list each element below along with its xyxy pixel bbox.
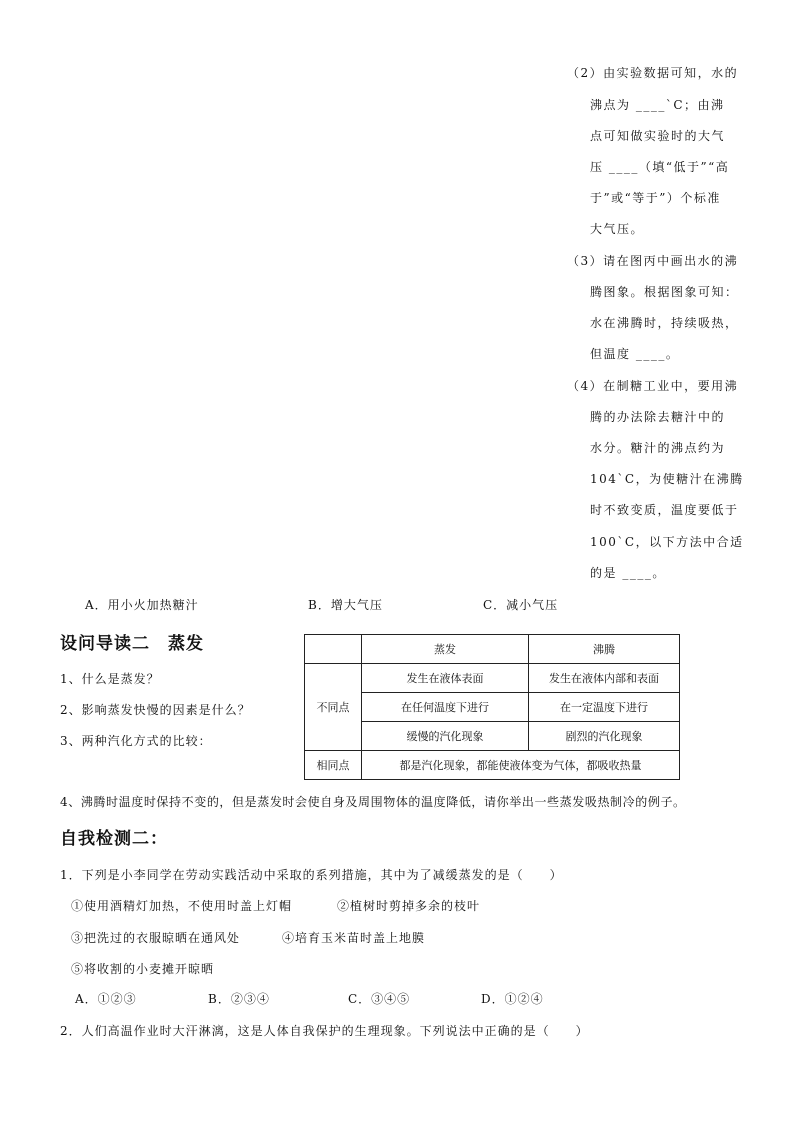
option-a: A．用小火加热糖汁 [85, 598, 199, 612]
q2-line: （2）由实验数据可知，水的 [567, 66, 739, 80]
table-row [305, 722, 680, 751]
table-cell: 剧烈的汽化现象 [529, 722, 680, 751]
table-row [305, 664, 680, 693]
option-b: B．②③④ [208, 992, 270, 1006]
table-cell: 都是汽化现象，都能使液体变为气体，都吸收热量 [362, 751, 680, 780]
q2-line: 沸点为 ____`C；由沸 [590, 98, 725, 112]
q3-line: （3）请在图丙中画出水的沸 [567, 254, 739, 268]
table-row [305, 751, 680, 780]
question-1: 1．下列是小李同学在劳动实践活动中采取的系列措施，其中为了减缓蒸发的是（ ） [60, 868, 563, 882]
guide-item: 2、影响蒸发快慢的因素是什么？ [60, 703, 251, 717]
guide-item: 1、什么是蒸发？ [60, 672, 160, 686]
table-col-header: 沸腾 [529, 635, 680, 664]
table-row-label: 相同点 [305, 751, 362, 780]
q2-line: 压 ____（填“低于”“高 [590, 160, 730, 174]
q3-line: 但温度 ____。 [590, 347, 680, 361]
section-heading: 自我检测二： [60, 829, 168, 849]
q3-line: 腾图象。根据图象可知： [590, 285, 739, 299]
measure-item: ②植树时剪掉多余的枝叶 [337, 899, 481, 913]
option-a: A．①②③ [75, 992, 137, 1006]
table-cell: 缓慢的汽化现象 [362, 722, 529, 751]
question-2: 2．人们高温作业时大汗淋漓，这是人体自我保护的生理现象。下列说法中正确的是（ ） [60, 1024, 589, 1038]
q4-line: 时不致变质，温度要低于 [590, 503, 739, 517]
table-header-row [305, 635, 680, 664]
option-c: C．减小气压 [483, 598, 559, 612]
q2-line: 点可知做实验时的大气 [590, 129, 726, 143]
guide-item: 3、两种汽化方式的比较： [60, 734, 212, 748]
q4-line: （4）在制糖工业中，要用沸 [567, 379, 739, 393]
table-col-header: 蒸发 [362, 635, 529, 664]
option-b: B．增大气压 [308, 598, 383, 612]
option-d: D．①②④ [481, 992, 544, 1006]
measure-item: ④培育玉米苗时盖上地膜 [282, 931, 426, 945]
table-row-label: 不同点 [305, 664, 362, 751]
measure-item: ⑤将收割的小麦摊开晾晒 [71, 962, 215, 976]
q2-line: 大气压。 [590, 222, 645, 236]
table-cell: 在一定温度下进行 [529, 693, 680, 722]
table-corner-cell [305, 635, 362, 664]
q4-line: 100`C，以下方法中合适 [590, 535, 744, 549]
q4-line: 水分。糖汁的沸点约为 [590, 441, 726, 455]
table-cell: 发生在液体表面 [362, 664, 529, 693]
measure-item: ①使用酒精灯加热，不使用时盖上灯帽 [71, 899, 293, 913]
q4-line: 104`C，为使糖汁在沸腾 [590, 472, 744, 486]
q4-line: 的是 ____。 [590, 566, 666, 580]
q2-line: 于”或“等于”）个标准 [590, 191, 721, 205]
table-cell: 发生在液体内部和表面 [529, 664, 680, 693]
guide-item-4: 4、沸腾时温度时保持不变的，但是蒸发时会使自身及周围物体的温度降低，请你举出一些蒸发吸热制冷的例子。 [60, 795, 686, 809]
measure-item: ③把洗过的衣服晾晒在通风处 [71, 931, 241, 945]
option-c: C．③④⑤ [348, 992, 411, 1006]
q3-line: 水在沸腾时，持续吸热， [590, 316, 739, 330]
q4-line: 腾的办法除去糖汁中的 [590, 410, 726, 424]
table-row [305, 693, 680, 722]
section-heading: 设问导读二 蒸发 [60, 634, 204, 654]
table-cell: 在任何温度下进行 [362, 693, 529, 722]
comparison-table [304, 634, 680, 780]
